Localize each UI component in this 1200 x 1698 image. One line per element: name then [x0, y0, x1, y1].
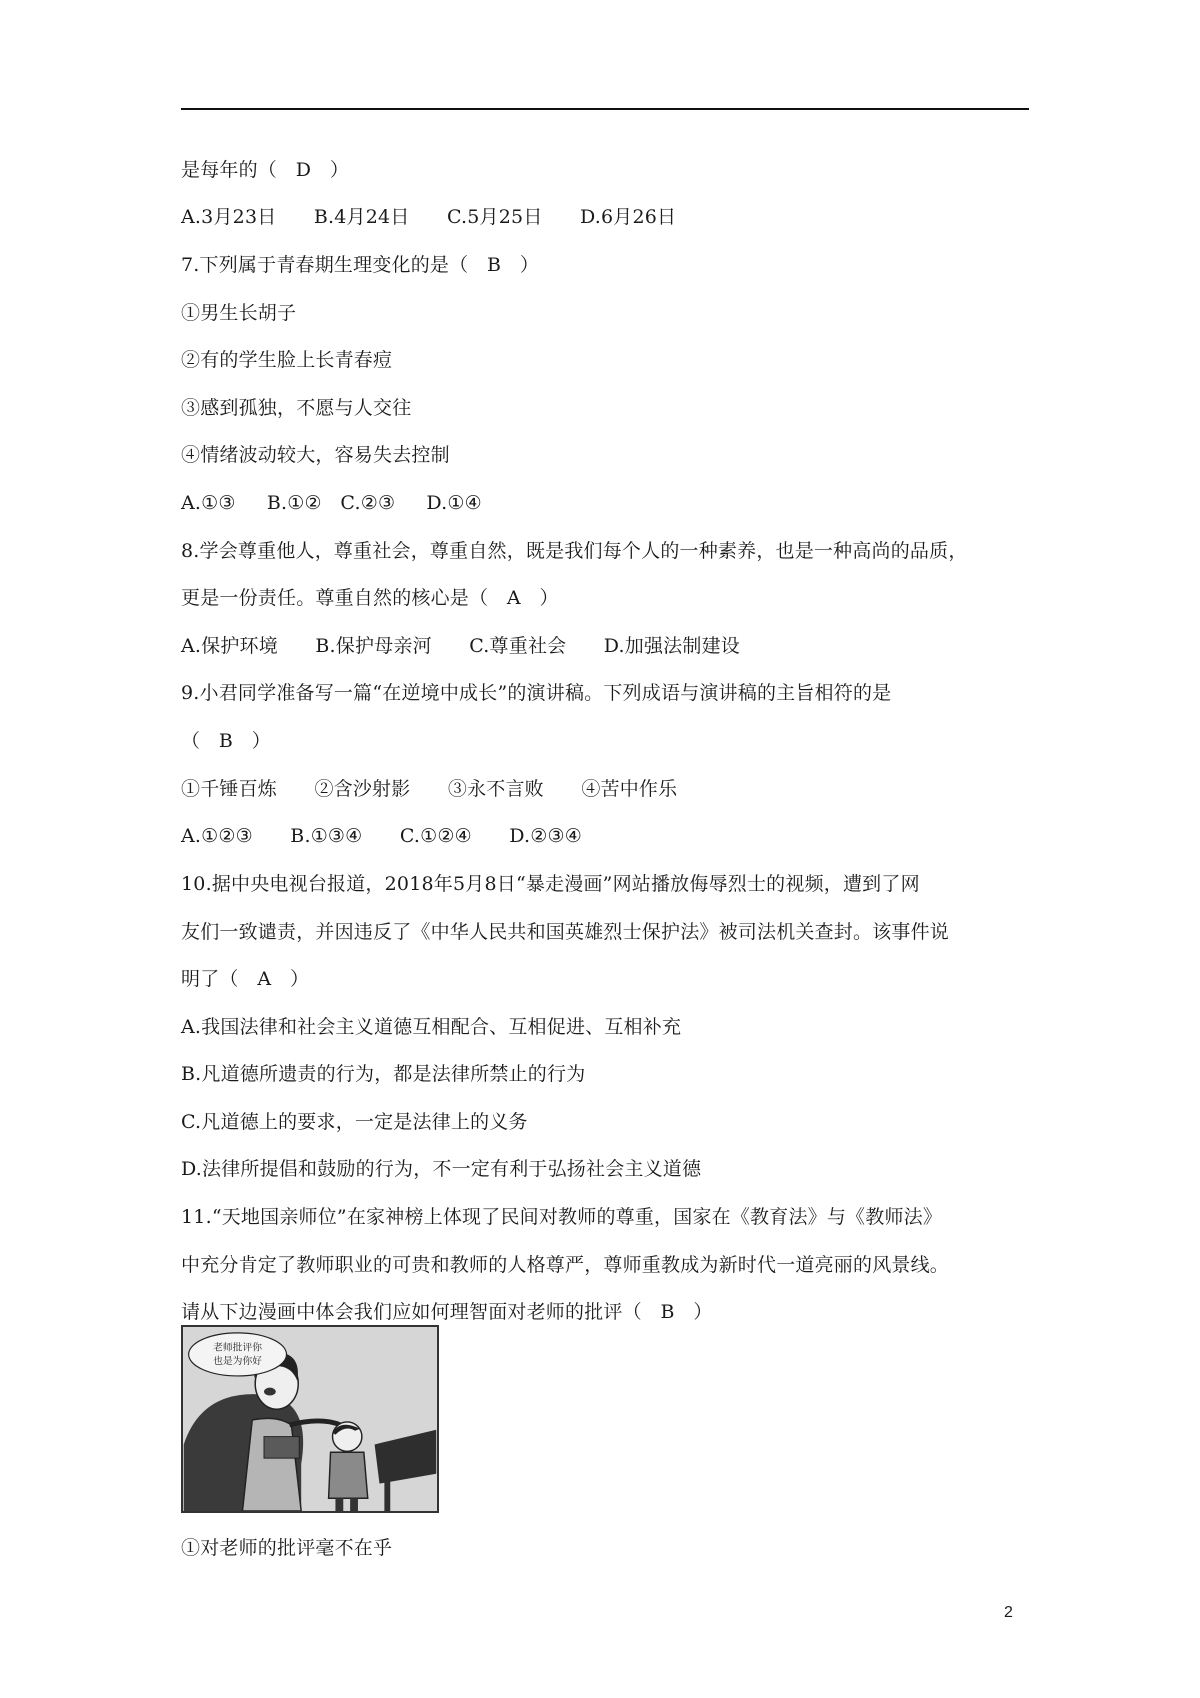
text-line: A.①②③ B.①③④ C.①②④ D.②③④: [181, 825, 582, 847]
text-line: 9.小君同学准备写一篇“在逆境中成长”的演讲稿。下列成语与演讲稿的主旨相符的是: [181, 682, 892, 704]
text-line: 是每年的（ D ）: [181, 159, 350, 181]
comic-drawing: [183, 1327, 437, 1511]
comic-speech-text-2: 也是为你好: [213, 1356, 262, 1368]
text-line: 中充分肯定了教师职业的可贵和教师的人格尊严，尊师重教成为新时代一道亮丽的风景线。: [181, 1254, 950, 1276]
text-line: ①对老师的批评毫不在乎: [181, 1537, 393, 1559]
page-number: 2: [1004, 1604, 1013, 1621]
text-line: ①千锤百炼 ②含沙射影 ③永不言败 ④苦中作乐: [181, 778, 678, 800]
text-line: B.凡道德所遗责的行为，都是法律所禁止的行为: [181, 1063, 586, 1085]
text-line: 7.下列属于青春期生理变化的是（ B ）: [181, 254, 540, 276]
header-rule: [181, 108, 1029, 110]
text-line: A.保护环境 B.保护母亲河 C.尊重社会 D.加强法制建设: [181, 635, 740, 657]
comic-speech-text-1: 老师批评你: [213, 1342, 262, 1354]
text-line: 11.“天地国亲师位”在家神榜上体现了民间对教师的尊重，国家在《教育法》与《教师法》: [181, 1206, 943, 1228]
text-line: C.凡道德上的要求，一定是法律上的义务: [181, 1111, 528, 1133]
comic-illustration: [181, 1325, 439, 1513]
text-line: ③感到孤独，不愿与人交往: [181, 397, 412, 419]
text-line: ④情绪波动较大，容易失去控制: [181, 444, 450, 466]
text-line: ②有的学生脸上长青春痘: [181, 349, 393, 371]
text-line: 8.学会尊重他人，尊重社会，尊重自然，既是我们每个人的一种素养，也是一种高尚的品质，: [181, 540, 968, 562]
text-line: 友们一致谴责，并因违反了《中华人民共和国英雄烈士保护法》被司法机关查封。该事件说: [181, 921, 950, 943]
text-line: 请从下边漫画中体会我们应如何理智面对老师的批评（ B ）: [181, 1301, 713, 1323]
text-line: 10.据中央电视台报道，2018年5月8日“暴走漫画”网站播放侮辱烈士的视频，遭到了网: [181, 873, 920, 895]
text-line: A.我国法律和社会主义道德互相配合、互相促进、互相补充: [181, 1016, 682, 1038]
text-line: A.3月23日 B.4月24日 C.5月25日 D.6月26日: [181, 206, 677, 228]
text-line: D.法律所提倡和鼓励的行为，不一定有利于弘扬社会主义道德: [181, 1158, 702, 1180]
text-line: A.①③ B.①② C.②③ D.①④: [181, 492, 482, 514]
text-line: 明了（ A ）: [181, 968, 310, 990]
text-line: （ B ）: [181, 730, 271, 752]
text-line: 更是一份责任。尊重自然的核心是（ A ）: [181, 587, 559, 609]
text-line: ①男生长胡子: [181, 302, 297, 324]
